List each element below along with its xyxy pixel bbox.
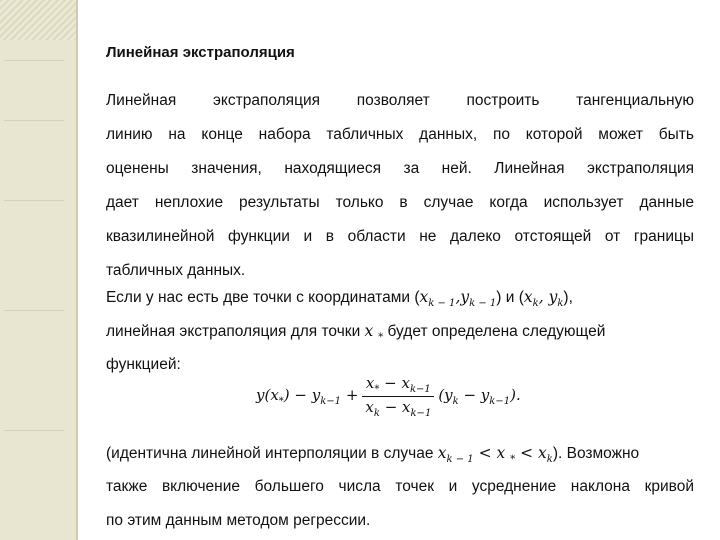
sidebar-line [4,430,64,431]
sidebar-divider [76,0,78,540]
text-fragment: ), [563,289,573,306]
sidebar-line [4,60,64,61]
text-line [106,280,694,314]
math-point-1: $x_{k - 1},y_{k - 1}$ [419,288,497,310]
text-line: линию на конце набора табличных данных, по которой может быть [106,126,694,143]
text-fragment: (идентична линейной интерполяции в случае [106,445,438,462]
fraction-numerator: $x_* - x_{k-1}$ [365,374,431,395]
extrapolation-formula [256,374,521,419]
text-fragment: ) и ( [496,289,524,306]
text-line: квазилинейной функции и в области не далеко отстоящей от границы [106,228,694,245]
text-line: оценены значения, находящиеся за ней. Линейная экстраполяция [106,160,694,177]
sidebar-line [4,120,64,121]
text-fragment: ). Возможно [552,445,640,462]
math-point-2: $x_k$, $y_k$ [523,288,564,310]
text-line: Линейная экстраполяция позволяет построить тангенциальную [106,92,694,109]
text-fragment: будет определена следующей [383,323,606,340]
text-line [106,436,694,470]
text-line: также включение большего числа точек и усреднение наклона кривой [106,478,694,495]
text-fragment: линейная экстраполяция для точки [106,323,365,340]
math-condition: $x_{k - 1} < x$ $_* < x_k$ [437,444,553,466]
formula-tail: $(y_k - y_{k-1})$. [438,386,521,407]
sidebar-pattern [0,0,78,40]
text-line: функцией: [106,356,181,373]
paragraph-conclusion [106,436,694,538]
formula-lhs: $y(x_*) - y_{k-1}$ + [256,386,359,407]
text-line [106,314,694,348]
fraction-denominator: $x_k - x_{k-1}$ [365,398,432,419]
fraction-bar [362,396,434,397]
text-line: дает неплохие результаты только в случае когда использует данные [106,194,694,211]
decorative-sidebar [0,0,78,540]
formula-fraction [362,374,434,419]
text-line: по этим данным методом регрессии. [106,512,371,529]
sidebar-line [4,310,64,311]
page-title: Линейная экстраполяция [106,44,295,61]
sidebar-line [4,200,64,201]
paragraph-intro [106,84,694,288]
text-fragment: Если у нас есть две точки с координатами ( [106,289,420,306]
math-x-star: x $_*$ [364,322,384,344]
paragraph-points [106,280,694,382]
text-line: табличных данных. [106,262,246,279]
